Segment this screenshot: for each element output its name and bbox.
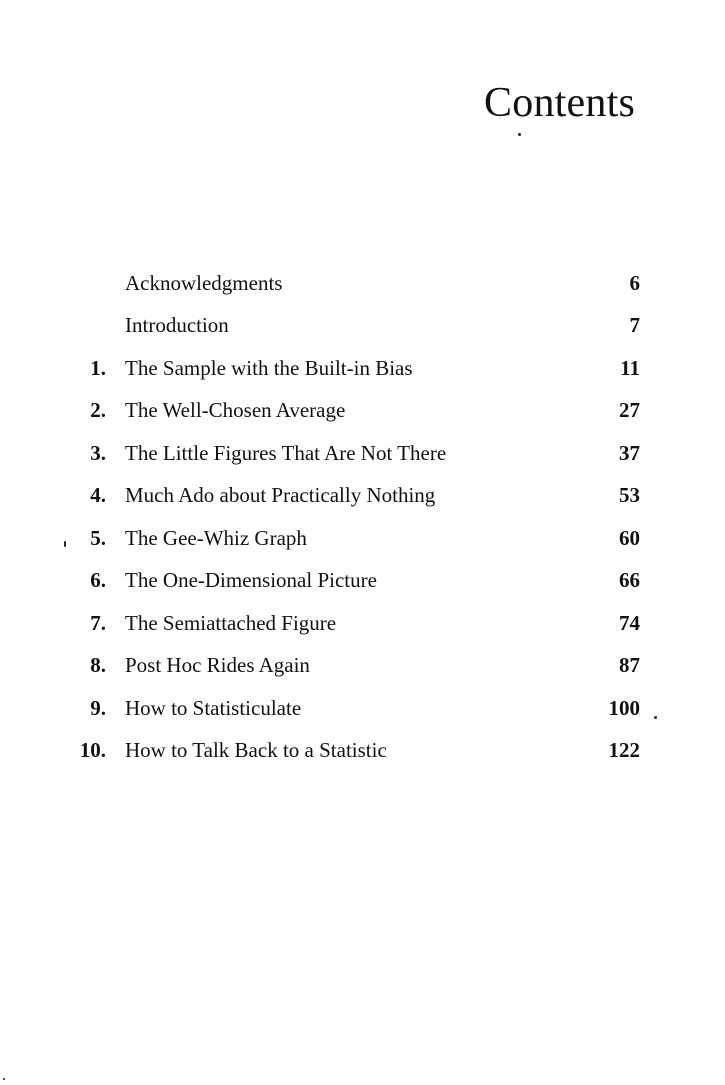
- page-number: 11: [620, 355, 640, 380]
- page-number: 100: [608, 695, 640, 720]
- toc-entry-acknowledgments: [70, 262, 640, 305]
- chapter-title: The Little Figures That Are Not There: [125, 440, 447, 465]
- chapter-number: 9.: [90, 695, 106, 720]
- toc-entry-chapter-3: [70, 432, 640, 475]
- page-number: 6: [629, 270, 640, 295]
- chapter-title: The Well-Chosen Average: [125, 398, 346, 423]
- scan-speck: [3, 1078, 5, 1080]
- toc-entry-chapter-5: [70, 517, 640, 560]
- chapter-title: The One-Dimensional Picture: [125, 568, 377, 593]
- toc-entry-chapter-9: [70, 687, 640, 730]
- scan-speck: [654, 716, 657, 719]
- toc-entry-chapter-6: [70, 560, 640, 603]
- chapter-title: The Sample with the Built-in Bias: [125, 355, 413, 380]
- page-number: 7: [629, 313, 640, 338]
- chapter-number: 1.: [90, 355, 106, 380]
- chapter-title: Post Hoc Rides Again: [125, 653, 310, 678]
- chapter-number: 5.: [90, 525, 106, 550]
- chapter-number: 8.: [90, 653, 106, 678]
- toc-entry-introduction: [70, 305, 640, 348]
- scan-speck: [518, 133, 521, 136]
- chapter-number: 6.: [90, 568, 106, 593]
- page-number: 60: [619, 525, 640, 550]
- chapter-title: The Semiattached Figure: [125, 610, 337, 635]
- toc-entry-chapter-10: [70, 730, 640, 773]
- chapter-number: 7.: [90, 610, 106, 635]
- chapter-title: Acknowledgments: [125, 270, 283, 295]
- chapter-title: Introduction: [125, 313, 229, 338]
- chapter-number: 3.: [90, 440, 106, 465]
- table-of-contents: [70, 262, 640, 772]
- toc-entry-chapter-8: [70, 645, 640, 688]
- page-title: Contents: [484, 80, 635, 126]
- page-number: 27: [619, 398, 640, 423]
- page-number: 87: [619, 653, 640, 678]
- chapter-number: 10.: [79, 738, 106, 763]
- chapter-number: 2.: [90, 398, 106, 423]
- chapter-number: 4.: [90, 483, 106, 508]
- chapter-title: How to Talk Back to a Statistic: [125, 738, 387, 763]
- toc-entry-chapter-7: [70, 602, 640, 645]
- toc-entry-chapter-2: [70, 390, 640, 433]
- chapter-title: How to Statisticulate: [125, 695, 302, 720]
- chapter-title: The Gee-Whiz Graph: [125, 525, 307, 550]
- page-number: 37: [619, 440, 640, 465]
- page-number: 66: [619, 568, 640, 593]
- page-number: 53: [619, 483, 640, 508]
- toc-entry-chapter-1: [70, 347, 640, 390]
- chapter-title: Much Ado about Practically Nothing: [125, 483, 436, 508]
- page-number: 122: [608, 738, 640, 763]
- toc-entry-chapter-4: [70, 475, 640, 518]
- page-number: 74: [619, 610, 640, 635]
- scan-speck: [64, 541, 66, 547]
